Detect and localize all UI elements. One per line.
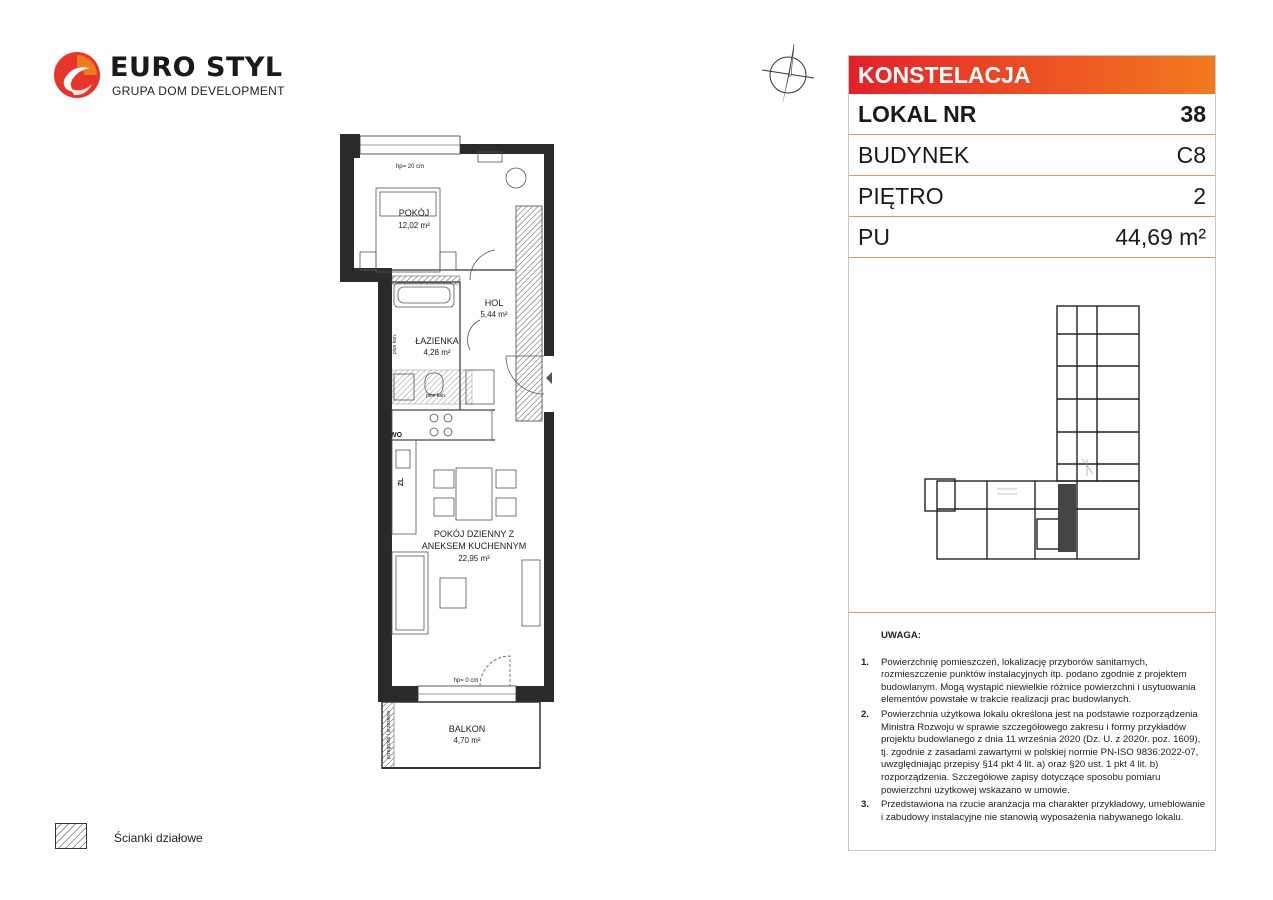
- room-area-hol: 5,44 m²: [480, 310, 508, 319]
- room-name-pokoj: POKÓJ: [398, 208, 430, 218]
- notes-title: UWAGA:: [881, 630, 921, 641]
- duct-label-2: pion kan.: [426, 393, 447, 399]
- note-number: 1.: [861, 656, 870, 668]
- note-item: [861, 709, 1207, 797]
- euro-styl-logo-icon: [52, 50, 102, 100]
- wall: [544, 146, 554, 356]
- info-row-budynek: [849, 135, 1215, 176]
- wall: [460, 144, 554, 154]
- room-name-hol: HOL: [484, 298, 504, 308]
- notes-divider: [849, 612, 1215, 613]
- info-label: BUDYNEK: [858, 141, 970, 168]
- info-value: 44,69 m²: [1115, 223, 1206, 250]
- note-item: [861, 799, 1207, 824]
- info-label: PIĘTRO: [858, 182, 944, 209]
- legend-label: Ścianki działowe: [114, 831, 203, 845]
- note-number: 3.: [861, 799, 870, 811]
- note-text: Powierzchnia użytkowa lokalu określona jest na podstawie rozporządzenia Ministra Rozwoju w sprawie szczegółowego zakresu i formy przykładów projektu budowlanego z dnia 11 września 2020 (Dz. U. z 2020r. poz. 1609), tj. zgodnie z zasadami zawartymi w polskiej normie PN-ISO 9836:2022-07, uwzględniając przepisy §14 pkt 4 lit. a) oraz §20 ust. 1 pkt 4 lit. b) rozporządzenia. Szczegółowe zapisy dotyczące sposobu pomiaru powierzchni użytkowej wskazano w umowie.: [881, 708, 1201, 796]
- note-text: Powierzchnię pomieszczeń, lokalizację przyborów sanitarnych, rozmieszczenie punktów instalacyjnych itp. podano zgodnie z projektem budowlanym. Mogą wystąpić niewielkie różnice powierzchni i usytuowania elementów powstałe w trakcie realizacji prac budowlanych.: [881, 656, 1196, 706]
- hatched-partition-icon: [55, 823, 87, 849]
- room-area-living: 22,95 m²: [458, 554, 490, 563]
- info-label: LOKAL NR: [858, 100, 977, 127]
- info-value: 2: [1193, 182, 1206, 209]
- brand-tagline: GRUPA DOM DEVELOPMENT: [112, 84, 285, 98]
- info-row-pietro: [849, 176, 1215, 217]
- sill-height-top: hp= 20 cm: [395, 164, 425, 170]
- washer-label: WO: [389, 432, 403, 439]
- balcony-divider-label: przegroda / przesłona: [386, 710, 392, 760]
- info-value: 38: [1180, 100, 1206, 127]
- info-row-lokal: [849, 94, 1215, 135]
- wall: [544, 412, 554, 702]
- project-title: KONSTELACJA: [849, 56, 1215, 94]
- brand-logo: [52, 50, 285, 102]
- room-area-pokoj: 12,02 m²: [398, 221, 430, 230]
- wall: [378, 686, 418, 702]
- north-arrow-icon: [758, 40, 818, 110]
- room-area-lazienka: 4,28 m²: [423, 348, 451, 357]
- room-name-living-2: ANEKSEM KUCHENNYM: [421, 541, 527, 551]
- sill-height-bottom: hp= 0 cm: [453, 678, 479, 684]
- wall: [340, 134, 360, 158]
- brand-name: EURO STYL: [110, 52, 283, 83]
- fridge-label: ZL: [398, 477, 405, 487]
- note-item: [861, 657, 1207, 707]
- note-number: 2.: [861, 708, 870, 720]
- wall: [516, 686, 554, 702]
- room-name-balkon: BALKON: [448, 724, 486, 734]
- info-value: C8: [1176, 141, 1206, 168]
- apartment-info-card: [848, 55, 1216, 851]
- info-row-pu: [849, 217, 1215, 258]
- info-label: PU: [858, 223, 890, 250]
- note-text: Przedstawiona na rzucie aranżacja ma charakter przykładowy, umeblowanie i zabudowy instalacyjne nie stanowią wyposażenia nabywanego lokalu.: [881, 799, 1206, 823]
- highlighted-apartment: [1058, 484, 1076, 552]
- room-name-lazienka: ŁAZIENKA: [415, 336, 459, 346]
- wall: [378, 280, 392, 702]
- room-area-balkon: 4,70 m²: [453, 736, 481, 745]
- duct-label: pion kan.: [392, 333, 398, 355]
- notes-section: [861, 630, 1207, 826]
- building-key-plan: [917, 304, 1157, 569]
- room-name-living: POKÓJ DZIENNY Z: [433, 529, 515, 539]
- floor-plan: [330, 120, 570, 780]
